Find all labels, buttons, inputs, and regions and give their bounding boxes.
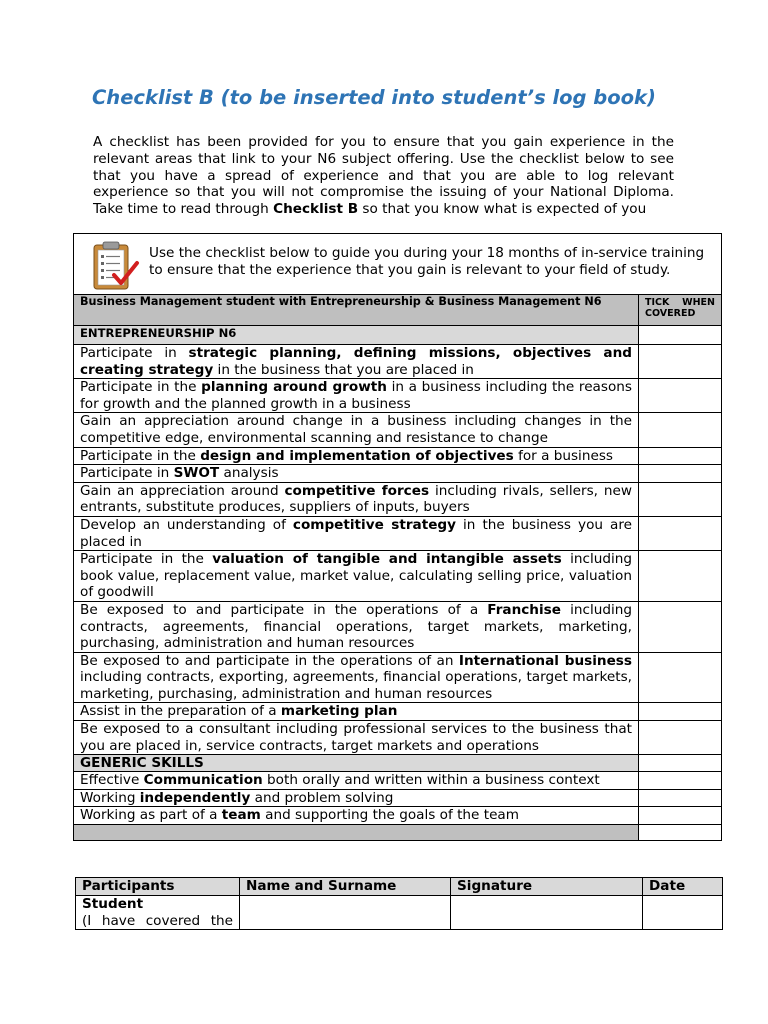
item-text xyxy=(74,516,639,550)
header-signature: Signature xyxy=(451,878,643,896)
item-text xyxy=(74,482,639,516)
section-title-entrepreneurship: ENTREPRENEURSHIP N6 xyxy=(74,326,639,345)
checklist-item xyxy=(74,379,722,413)
tick-cell[interactable] xyxy=(639,447,722,465)
tick-cell[interactable] xyxy=(639,379,722,413)
tick-cell[interactable] xyxy=(639,652,722,703)
student-note: (I have covered the xyxy=(82,912,233,929)
intro-paragraph xyxy=(93,134,674,218)
item-text xyxy=(74,447,639,465)
checklist-item xyxy=(74,789,722,807)
item-text-bold: design and implementation of objectives xyxy=(200,447,514,464)
item-text-bold: team xyxy=(221,807,261,824)
item-text-post: including contracts, agreements, financial operations, target markets, marketing, purchasing, administration and human resources xyxy=(80,601,632,652)
item-text-post: and supporting the goals of the team xyxy=(260,807,519,824)
item-text xyxy=(74,413,639,447)
item-text-pre: Develop an understanding of xyxy=(80,516,293,533)
item-text-pre: Participate in the xyxy=(80,551,213,568)
item-text-bold: International business xyxy=(458,652,632,669)
item-text-pre: Working as part of a xyxy=(80,807,222,824)
checklist-instructions: Use the checklist below to guide you during your 18 months of in-service training to ensure that the experience that you gain is relevant to your field of study. xyxy=(149,245,705,278)
section-tick-cell xyxy=(639,755,722,772)
item-text-bold: planning around growth xyxy=(201,379,387,396)
tick-cell[interactable] xyxy=(639,601,722,652)
header-date: Date xyxy=(643,878,723,896)
checklist-item xyxy=(74,551,722,602)
checklist-item xyxy=(74,516,722,550)
item-text xyxy=(74,379,639,413)
page-title: Checklist B (to be inserted into student’s log book) xyxy=(92,86,656,109)
intro-text: A checklist has been provided for you to ensure that you gain experience in the relevant areas that link to your N6 subject offering. Use the checklist below to see that you have a spread of experience and that you are able to log relevant experience so that you will not compromise the issuing of your National Diploma. Take time to read through xyxy=(93,134,674,218)
item-text xyxy=(74,789,639,807)
tick-cell[interactable] xyxy=(639,551,722,602)
student-date-field[interactable] xyxy=(643,896,723,930)
item-text-post: in the business you are placed in xyxy=(80,516,632,550)
tick-column-header xyxy=(639,295,722,326)
checklist-item xyxy=(74,703,722,721)
item-text-pre: Gain an appreciation around xyxy=(80,482,285,499)
checklist-header-cell xyxy=(74,234,722,295)
student-label: Student xyxy=(82,896,144,912)
item-text-post: in a business including the reasons for growth and the planned growth in a business xyxy=(80,379,632,412)
intro-bold: Checklist B xyxy=(273,201,359,218)
item-text-post: for a business xyxy=(513,447,613,464)
checklist-item xyxy=(74,482,722,516)
item-text xyxy=(74,551,639,602)
empty-tick-cell xyxy=(639,825,722,841)
student-name-field[interactable] xyxy=(240,896,451,930)
item-text xyxy=(74,703,639,721)
checklist-item xyxy=(74,413,722,447)
item-text-post: analysis xyxy=(219,465,279,482)
item-text-bold: competitive strategy xyxy=(292,516,457,533)
intro-text-end: so that you know what is expected of you xyxy=(358,201,647,218)
item-text-post: both orally and written within a business context xyxy=(262,772,600,789)
section-row xyxy=(74,326,722,345)
item-text-bold: Franchise xyxy=(487,601,561,618)
item-text xyxy=(74,772,639,790)
tick-cell[interactable] xyxy=(639,703,722,721)
tick-label-line2: COVERED xyxy=(645,308,696,319)
tick-cell[interactable] xyxy=(639,516,722,550)
item-text-post: including rivals, sellers, new entrants, substitute produces, suppliers of inputs, buyers xyxy=(80,482,632,516)
checklist-header-row xyxy=(74,234,722,295)
item-text-pre: Working xyxy=(80,789,140,806)
column-title: Business Management student with Entrepreneurship & Business Management N6 xyxy=(74,295,639,326)
item-text-bold: independently xyxy=(139,789,251,806)
tick-cell[interactable] xyxy=(639,721,722,755)
item-text-pre: Be exposed to and participate in the operations of an xyxy=(80,652,459,669)
item-text-pre: Participate in xyxy=(80,465,174,482)
section-title-generic-skills: GENERIC SKILLS xyxy=(74,755,639,772)
item-text-post: and problem solving xyxy=(250,789,394,806)
item-text xyxy=(74,601,639,652)
header-name-surname: Name and Surname xyxy=(240,878,451,896)
item-text-pre: Effective xyxy=(80,772,144,789)
item-text-pre: Be exposed to a consultant including professional services to the business that you are placed in, service contracts, target markets and operations xyxy=(80,721,632,754)
checklist-item xyxy=(74,345,722,379)
item-text-bold: SWOT xyxy=(173,465,220,482)
item-text-pre: Gain an appreciation around change in a business including changes in the competitive edge, environmental scanning and resistance to change xyxy=(80,413,632,446)
tick-cell[interactable] xyxy=(639,807,722,825)
empty-row xyxy=(74,825,722,841)
checklist-table xyxy=(73,233,722,841)
item-text-bold: strategic planning, defining missions, objectives and creating strategy xyxy=(80,345,632,378)
clipboard-checklist-icon xyxy=(90,239,140,291)
item-text-pre: Be exposed to and participate in the operations of a xyxy=(80,601,488,618)
item-text-pre: Assist in the preparation of a xyxy=(80,703,281,720)
checklist-item xyxy=(74,721,722,755)
student-row xyxy=(76,896,723,930)
checklist-item xyxy=(74,772,722,790)
student-cell xyxy=(76,896,240,930)
item-text xyxy=(74,652,639,703)
participants-header-row xyxy=(76,878,723,896)
item-text-bold: valuation of tangible and intangible assets xyxy=(212,551,562,568)
item-text-pre: Participate in the xyxy=(80,379,202,396)
checklist-item xyxy=(74,601,722,652)
item-text-post: including contracts, exporting, agreements, financial operations, target markets, marketing, purchasing, administration and human resources xyxy=(80,669,632,702)
section-tick-cell xyxy=(639,326,722,345)
item-text-post: in the business that you are placed in xyxy=(213,361,474,378)
item-text xyxy=(74,345,639,379)
student-signature-field[interactable] xyxy=(451,896,643,930)
item-text-bold: competitive forces xyxy=(284,482,430,499)
checklist-item xyxy=(74,465,722,483)
item-text xyxy=(74,721,639,755)
tick-cell[interactable] xyxy=(639,465,722,483)
item-text xyxy=(74,807,639,825)
item-text-post: including book value, replacement value, market value, calculating selling price, valuation of goodwill xyxy=(80,551,632,601)
tick-cell[interactable] xyxy=(639,772,722,790)
header-participants: Participants xyxy=(76,878,240,896)
empty-cell xyxy=(74,825,639,841)
item-text-bold: Communication xyxy=(143,772,263,789)
tick-cell[interactable] xyxy=(639,413,722,447)
section-row xyxy=(74,755,722,772)
item-text-pre: Participate in the xyxy=(80,447,201,464)
tick-cell[interactable] xyxy=(639,789,722,807)
checklist-item xyxy=(74,652,722,703)
tick-cell[interactable] xyxy=(639,345,722,379)
tick-cell[interactable] xyxy=(639,482,722,516)
checklist-item xyxy=(74,447,722,465)
tick-label-line1: TICK WHEN xyxy=(645,297,715,308)
item-text-bold: marketing plan xyxy=(280,703,398,720)
column-header-row xyxy=(74,295,722,326)
checklist-item xyxy=(74,807,722,825)
participants-table xyxy=(75,877,723,930)
item-text xyxy=(74,465,639,483)
item-text-pre: Participate in xyxy=(80,345,189,361)
